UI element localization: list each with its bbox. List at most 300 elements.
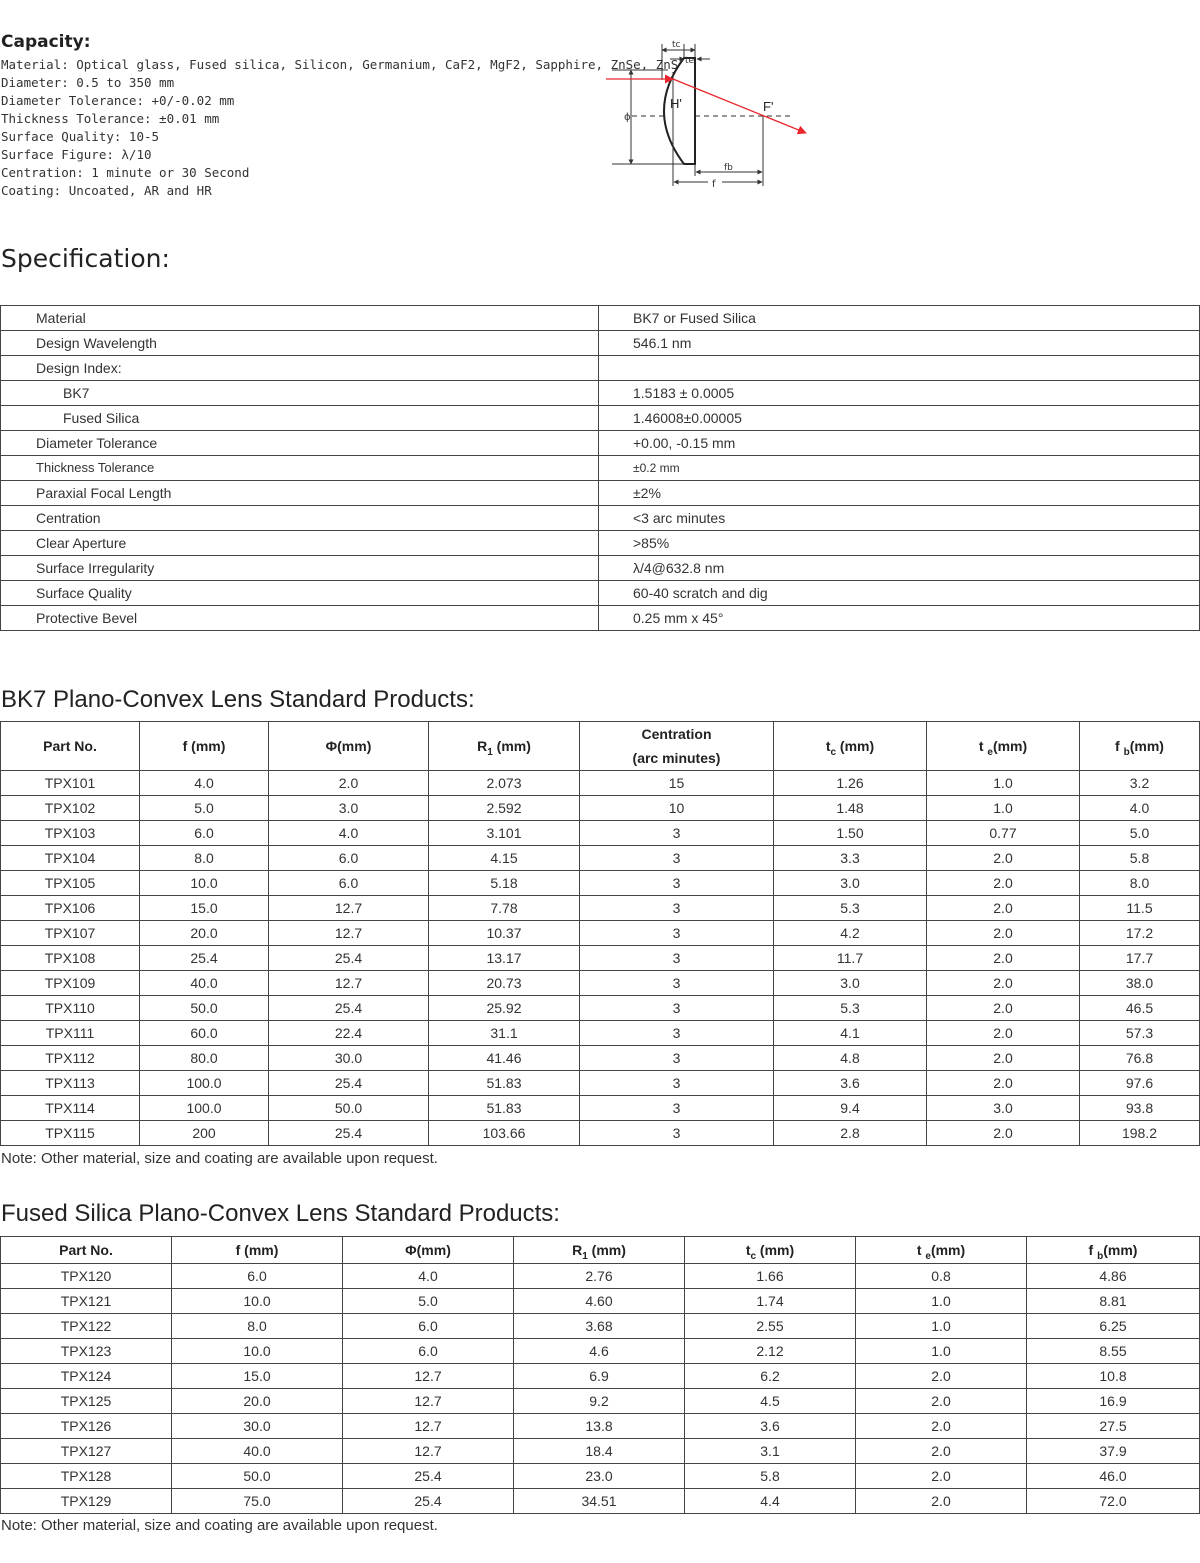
table-cell: 34.51 bbox=[514, 1489, 685, 1514]
table-cell: 22.4 bbox=[269, 1021, 429, 1046]
table-cell: 2.0 bbox=[927, 1021, 1080, 1046]
table-cell: TPX103 bbox=[1, 821, 140, 846]
header-text: t bbox=[745, 1242, 751, 1258]
table-cell: 6.9 bbox=[514, 1364, 685, 1389]
table-row bbox=[1, 796, 1200, 821]
table-cell: 1.0 bbox=[927, 796, 1080, 821]
table-row bbox=[1, 506, 1200, 531]
spec-key: Fused Silica bbox=[1, 406, 599, 431]
capacity-line: Material: Optical glass, Fused silica, Silicon, Germanium, CaF2, MgF2, Sapphire, ZnSe, ZnS bbox=[1, 57, 679, 72]
table-cell: 3 bbox=[580, 1096, 774, 1121]
table-row bbox=[1, 606, 1200, 631]
table-cell: 11.7 bbox=[774, 946, 927, 971]
table-cell: 72.0 bbox=[1027, 1489, 1200, 1514]
table-cell: 5.0 bbox=[343, 1289, 514, 1314]
table-cell: 17.7 bbox=[1080, 946, 1200, 971]
table-row bbox=[1, 531, 1200, 556]
f-label: f bbox=[712, 179, 716, 190]
table-cell: 5.0 bbox=[1080, 821, 1200, 846]
table-row bbox=[1, 481, 1200, 506]
table-row bbox=[1, 846, 1200, 871]
table-cell: 12.7 bbox=[343, 1389, 514, 1414]
table-cell: 5.3 bbox=[774, 896, 927, 921]
header-text: R bbox=[477, 738, 488, 754]
table-cell: 3 bbox=[580, 946, 774, 971]
table-cell: 2.0 bbox=[856, 1489, 1027, 1514]
table-cell: 25.4 bbox=[269, 996, 429, 1021]
header-text: Part No. bbox=[43, 738, 97, 754]
table-cell: 0.77 bbox=[927, 821, 1080, 846]
table-cell: 5.8 bbox=[685, 1464, 856, 1489]
table-cell: TPX109 bbox=[1, 971, 140, 996]
lens-shape bbox=[664, 58, 695, 164]
table-cell: 76.8 bbox=[1080, 1046, 1200, 1071]
table-cell: 57.3 bbox=[1080, 1021, 1200, 1046]
col-header-f bbox=[140, 722, 269, 771]
spec-value bbox=[599, 356, 1200, 381]
col-header-fb bbox=[1027, 1237, 1200, 1264]
table-cell: 4.60 bbox=[514, 1289, 685, 1314]
header-subscript: c bbox=[830, 746, 837, 758]
table-row bbox=[1, 381, 1200, 406]
table-cell: 4.1 bbox=[774, 1021, 927, 1046]
header-text: t bbox=[825, 738, 831, 754]
table-cell: 15.0 bbox=[140, 896, 269, 921]
table-row bbox=[1, 896, 1200, 921]
table-cell: 4.6 bbox=[514, 1339, 685, 1364]
table-cell: 3.0 bbox=[927, 1096, 1080, 1121]
specification-table bbox=[0, 305, 1200, 631]
table-cell: 12.7 bbox=[343, 1414, 514, 1439]
table-row bbox=[1, 871, 1200, 896]
table-cell: 100.0 bbox=[140, 1071, 269, 1096]
table-row bbox=[1, 581, 1200, 606]
table-cell: 4.0 bbox=[269, 821, 429, 846]
table-cell: 2.0 bbox=[927, 1071, 1080, 1096]
table-cell: TPX105 bbox=[1, 871, 140, 896]
spec-value: 0.25 mm x 45° bbox=[599, 606, 1200, 631]
spec-key: Design Wavelength bbox=[1, 331, 599, 356]
table-cell: 2.0 bbox=[927, 996, 1080, 1021]
table-cell: 2.55 bbox=[685, 1314, 856, 1339]
capacity-line: Diameter: 0.5 to 350 mm bbox=[1, 75, 175, 90]
table-cell: 1.50 bbox=[774, 821, 927, 846]
table-cell: 50.0 bbox=[140, 996, 269, 1021]
col-header-f bbox=[172, 1237, 343, 1264]
table-cell: 46.0 bbox=[1027, 1464, 1200, 1489]
capacity-line: Thickness Tolerance: ±0.01 mm bbox=[1, 111, 220, 126]
table-cell: 30.0 bbox=[269, 1046, 429, 1071]
table-cell: 2.0 bbox=[269, 771, 429, 796]
table-row bbox=[1, 456, 1200, 481]
table-cell: 12.7 bbox=[269, 971, 429, 996]
table-cell: 7.78 bbox=[429, 896, 580, 921]
table-cell: 8.0 bbox=[140, 846, 269, 871]
table-row bbox=[1, 771, 1200, 796]
table-cell: 3 bbox=[580, 821, 774, 846]
table-cell: 31.1 bbox=[429, 1021, 580, 1046]
table-cell: TPX112 bbox=[1, 1046, 140, 1071]
table-row bbox=[1, 1021, 1200, 1046]
header-text: t bbox=[978, 738, 988, 754]
header-subscript: b bbox=[1123, 746, 1130, 758]
table-cell: 1.26 bbox=[774, 771, 927, 796]
table-cell: 80.0 bbox=[140, 1046, 269, 1071]
table-cell: 3.6 bbox=[774, 1071, 927, 1096]
table-row bbox=[1, 921, 1200, 946]
spec-value: BK7 or Fused Silica bbox=[599, 306, 1200, 331]
table-cell: 9.2 bbox=[514, 1389, 685, 1414]
table-cell: 16.9 bbox=[1027, 1389, 1200, 1414]
te-label: te bbox=[685, 56, 695, 66]
table-cell: 5.3 bbox=[774, 996, 927, 1021]
table-cell: 51.83 bbox=[429, 1096, 580, 1121]
table-cell: TPX107 bbox=[1, 921, 140, 946]
table-row bbox=[1, 1389, 1200, 1414]
header-text: (mm) bbox=[836, 738, 875, 754]
table-cell: TPX110 bbox=[1, 996, 140, 1021]
table-cell: 75.0 bbox=[172, 1489, 343, 1514]
table-cell: TPX106 bbox=[1, 896, 140, 921]
table-cell: 2.0 bbox=[927, 971, 1080, 996]
table-row bbox=[1, 821, 1200, 846]
table-cell: 15 bbox=[580, 771, 774, 796]
table-cell: 25.92 bbox=[429, 996, 580, 1021]
table-cell: 3.0 bbox=[774, 871, 927, 896]
table-cell: 23.0 bbox=[514, 1464, 685, 1489]
table-cell: 1.48 bbox=[774, 796, 927, 821]
table-cell: 200 bbox=[140, 1121, 269, 1146]
table-header-row bbox=[1, 722, 1200, 771]
table-cell: TPX115 bbox=[1, 1121, 140, 1146]
spec-key: Centration bbox=[1, 506, 599, 531]
table-cell: 25.4 bbox=[343, 1489, 514, 1514]
table-row bbox=[1, 1071, 1200, 1096]
header-text: (mm) bbox=[756, 1242, 795, 1258]
table-cell: TPX123 bbox=[1, 1339, 172, 1364]
table-cell: 4.86 bbox=[1027, 1264, 1200, 1289]
table-row bbox=[1, 556, 1200, 581]
table-cell: 1.0 bbox=[856, 1289, 1027, 1314]
col-header-te bbox=[927, 722, 1080, 771]
table-cell: 37.9 bbox=[1027, 1439, 1200, 1464]
table-row bbox=[1, 306, 1200, 331]
bk7-products-title: BK7 Plano-Convex Lens Standard Products: bbox=[1, 686, 475, 713]
table-cell: 1.0 bbox=[856, 1339, 1027, 1364]
table-cell: TPX111 bbox=[1, 1021, 140, 1046]
spec-value: >85% bbox=[599, 531, 1200, 556]
table-cell: 3 bbox=[580, 846, 774, 871]
table-cell: 5.18 bbox=[429, 871, 580, 896]
table-cell: 13.8 bbox=[514, 1414, 685, 1439]
table-cell: 2.12 bbox=[685, 1339, 856, 1364]
table-cell: TPX108 bbox=[1, 946, 140, 971]
table-cell: 30.0 bbox=[172, 1414, 343, 1439]
table-cell: 8.0 bbox=[172, 1314, 343, 1339]
table-cell: 3.68 bbox=[514, 1314, 685, 1339]
table-cell: 10.0 bbox=[172, 1289, 343, 1314]
spec-value: 1.46008±0.00005 bbox=[599, 406, 1200, 431]
table-cell: 100.0 bbox=[140, 1096, 269, 1121]
header-subscript: 1 bbox=[582, 1250, 588, 1262]
h-label: H' bbox=[670, 96, 682, 111]
table-cell: 17.2 bbox=[1080, 921, 1200, 946]
table-row bbox=[1, 1289, 1200, 1314]
col-header-tc bbox=[685, 1237, 856, 1264]
table-cell: 3 bbox=[580, 1071, 774, 1096]
table-cell: 3.6 bbox=[685, 1414, 856, 1439]
table-cell: 2.0 bbox=[927, 1121, 1080, 1146]
table-cell: 10.0 bbox=[172, 1339, 343, 1364]
col-header-centration bbox=[580, 722, 774, 771]
table-cell: 6.0 bbox=[172, 1264, 343, 1289]
table-cell: 1.0 bbox=[927, 771, 1080, 796]
table-cell: 6.0 bbox=[269, 846, 429, 871]
table-cell: TPX124 bbox=[1, 1364, 172, 1389]
header-text: (mm) bbox=[1103, 1242, 1138, 1258]
header-subscript: 1 bbox=[487, 746, 493, 758]
table-cell: 2.8 bbox=[774, 1121, 927, 1146]
table-cell: 6.0 bbox=[269, 871, 429, 896]
table-row bbox=[1, 1439, 1200, 1464]
bk7-products-table bbox=[0, 721, 1200, 1146]
table-cell: TPX120 bbox=[1, 1264, 172, 1289]
spec-key: Paraxial Focal Length bbox=[1, 481, 599, 506]
table-cell: 2.0 bbox=[856, 1464, 1027, 1489]
table-cell: 40.0 bbox=[140, 971, 269, 996]
spec-key: Design Index: bbox=[1, 356, 599, 381]
table-row bbox=[1, 946, 1200, 971]
header-subscript: e bbox=[987, 746, 993, 758]
table-cell: 2.76 bbox=[514, 1264, 685, 1289]
table-row bbox=[1, 1489, 1200, 1514]
table-cell: 1.74 bbox=[685, 1289, 856, 1314]
table-cell: 2.0 bbox=[927, 921, 1080, 946]
header-text: Centration bbox=[641, 726, 712, 742]
table-cell: 4.0 bbox=[343, 1264, 514, 1289]
table-cell: 3.2 bbox=[1080, 771, 1200, 796]
table-cell: 15.0 bbox=[172, 1364, 343, 1389]
table-cell: TPX104 bbox=[1, 846, 140, 871]
table-cell: 4.4 bbox=[685, 1489, 856, 1514]
table-cell: 6.0 bbox=[343, 1339, 514, 1364]
table-cell: 2.0 bbox=[927, 946, 1080, 971]
table-cell: TPX127 bbox=[1, 1439, 172, 1464]
col-header-part bbox=[1, 1237, 172, 1264]
fb-label: fb bbox=[724, 163, 733, 173]
table-cell: 12.7 bbox=[343, 1439, 514, 1464]
table-cell: 46.5 bbox=[1080, 996, 1200, 1021]
table-cell: TPX122 bbox=[1, 1314, 172, 1339]
table-cell: 3 bbox=[580, 1021, 774, 1046]
table-cell: 50.0 bbox=[172, 1464, 343, 1489]
specification-title: Specification: bbox=[1, 244, 170, 273]
header-text: (mm) bbox=[587, 1242, 626, 1258]
table-cell: 3 bbox=[580, 1121, 774, 1146]
table-cell: TPX114 bbox=[1, 1096, 140, 1121]
col-header-tc bbox=[774, 722, 927, 771]
lens-diagram bbox=[600, 36, 815, 192]
table-cell: 27.5 bbox=[1027, 1414, 1200, 1439]
col-header-fb bbox=[1080, 722, 1200, 771]
table-cell: 2.592 bbox=[429, 796, 580, 821]
table-row bbox=[1, 1096, 1200, 1121]
spec-value: λ/4@632.8 nm bbox=[599, 556, 1200, 581]
table-cell: 2.0 bbox=[856, 1364, 1027, 1389]
table-cell: TPX128 bbox=[1, 1464, 172, 1489]
table-cell: 2.0 bbox=[927, 896, 1080, 921]
header-text: t bbox=[916, 1242, 926, 1258]
table-cell: 93.8 bbox=[1080, 1096, 1200, 1121]
spec-value: 1.5183 ± 0.0005 bbox=[599, 381, 1200, 406]
table-cell: 8.81 bbox=[1027, 1289, 1200, 1314]
col-header-phi bbox=[343, 1237, 514, 1264]
table-row bbox=[1, 356, 1200, 381]
col-header-r1 bbox=[429, 722, 580, 771]
col-header-phi bbox=[269, 722, 429, 771]
table-header-row bbox=[1, 1237, 1200, 1264]
col-header-te bbox=[856, 1237, 1027, 1264]
table-cell: 20.0 bbox=[140, 921, 269, 946]
capacity-line: Surface Quality: 10-5 bbox=[1, 129, 160, 144]
table-row bbox=[1, 1364, 1200, 1389]
capacity-line: Centration: 1 minute or 30 Second bbox=[1, 165, 250, 180]
spec-key: BK7 bbox=[1, 381, 599, 406]
spec-value: ±0.2 mm bbox=[599, 456, 1200, 481]
table-cell: 2.0 bbox=[927, 846, 1080, 871]
header-text: (arc minutes) bbox=[632, 750, 721, 766]
phi-label: ϕ bbox=[624, 112, 631, 123]
header-text: (mm) bbox=[992, 738, 1028, 754]
col-header-r1 bbox=[514, 1237, 685, 1264]
spec-key: Surface Irregularity bbox=[1, 556, 599, 581]
table-cell: 97.6 bbox=[1080, 1071, 1200, 1096]
header-text: f (mm) bbox=[182, 738, 226, 754]
table-cell: 10.0 bbox=[140, 871, 269, 896]
table-cell: 3.3 bbox=[774, 846, 927, 871]
table-cell: 3.0 bbox=[774, 971, 927, 996]
table-cell: 12.7 bbox=[269, 896, 429, 921]
table-cell: 3 bbox=[580, 1046, 774, 1071]
table-cell: 12.7 bbox=[343, 1364, 514, 1389]
table-cell: 2.073 bbox=[429, 771, 580, 796]
spec-value: <3 arc minutes bbox=[599, 506, 1200, 531]
table-cell: 38.0 bbox=[1080, 971, 1200, 996]
table-cell: 6.2 bbox=[685, 1364, 856, 1389]
header-text: f (mm) bbox=[235, 1242, 279, 1258]
table-cell: 6.0 bbox=[140, 821, 269, 846]
table-cell: 3.101 bbox=[429, 821, 580, 846]
table-cell: 3 bbox=[580, 896, 774, 921]
spec-value: 546.1 nm bbox=[599, 331, 1200, 356]
header-text: f bbox=[1115, 738, 1124, 754]
capacity-line: Diameter Tolerance: +0/-0.02 mm bbox=[1, 93, 235, 108]
spec-key: Thickness Tolerance bbox=[1, 456, 599, 481]
table-cell: 4.2 bbox=[774, 921, 927, 946]
table-cell: 10.8 bbox=[1027, 1364, 1200, 1389]
header-text: Φ(mm) bbox=[325, 738, 372, 754]
table-cell: 2.0 bbox=[856, 1389, 1027, 1414]
table-cell: 2.0 bbox=[856, 1414, 1027, 1439]
table-cell: 6.0 bbox=[343, 1314, 514, 1339]
bk7-table-body bbox=[1, 771, 1200, 1146]
table-cell: 20.0 bbox=[172, 1389, 343, 1414]
spec-key: Protective Bevel bbox=[1, 606, 599, 631]
table-cell: 25.4 bbox=[269, 1071, 429, 1096]
fused-silica-products-title: Fused Silica Plano-Convex Lens Standard Products: bbox=[1, 1200, 560, 1227]
table-cell: TPX129 bbox=[1, 1489, 172, 1514]
capacity-title: Capacity: bbox=[1, 32, 91, 52]
table-cell: TPX125 bbox=[1, 1389, 172, 1414]
table-cell: 4.0 bbox=[140, 771, 269, 796]
table-cell: 4.8 bbox=[774, 1046, 927, 1071]
table-cell: 25.4 bbox=[343, 1464, 514, 1489]
table-row bbox=[1, 1464, 1200, 1489]
table-cell: 25.4 bbox=[269, 946, 429, 971]
table-cell: TPX101 bbox=[1, 771, 140, 796]
table-cell: TPX113 bbox=[1, 1071, 140, 1096]
table-cell: 3 bbox=[580, 996, 774, 1021]
table-cell: 3.0 bbox=[269, 796, 429, 821]
table-cell: 8.55 bbox=[1027, 1339, 1200, 1364]
capacity-line: Coating: Uncoated, AR and HR bbox=[1, 183, 212, 198]
table-cell: 0.8 bbox=[856, 1264, 1027, 1289]
table-row bbox=[1, 1264, 1200, 1289]
table-row bbox=[1, 971, 1200, 996]
table-cell: 5.8 bbox=[1080, 846, 1200, 871]
header-text: R bbox=[572, 1242, 583, 1258]
spec-value: 60-40 scratch and dig bbox=[599, 581, 1200, 606]
fused-silica-table-body bbox=[1, 1264, 1200, 1514]
table-cell: 2.0 bbox=[927, 1046, 1080, 1071]
header-text: Part No. bbox=[59, 1242, 113, 1258]
fused-silica-note: Note: Other material, size and coating are available upon request. bbox=[1, 1517, 438, 1534]
table-cell: 51.83 bbox=[429, 1071, 580, 1096]
table-cell: 13.17 bbox=[429, 946, 580, 971]
table-cell: TPX121 bbox=[1, 1289, 172, 1314]
table-cell: 40.0 bbox=[172, 1439, 343, 1464]
table-cell: 9.4 bbox=[774, 1096, 927, 1121]
header-text: (mm) bbox=[1129, 738, 1164, 754]
spec-key: Material bbox=[1, 306, 599, 331]
table-row bbox=[1, 1046, 1200, 1071]
table-cell: 4.15 bbox=[429, 846, 580, 871]
spec-value: ±2% bbox=[599, 481, 1200, 506]
table-cell: 12.7 bbox=[269, 921, 429, 946]
table-cell: 4.0 bbox=[1080, 796, 1200, 821]
header-text: (mm) bbox=[492, 738, 531, 754]
spec-value: +0.00, -0.15 mm bbox=[599, 431, 1200, 456]
table-cell: 5.0 bbox=[140, 796, 269, 821]
header-text: (mm) bbox=[930, 1242, 966, 1258]
spec-key: Clear Aperture bbox=[1, 531, 599, 556]
col-header-part bbox=[1, 722, 140, 771]
table-cell: 103.66 bbox=[429, 1121, 580, 1146]
spec-key: Diameter Tolerance bbox=[1, 431, 599, 456]
table-row bbox=[1, 996, 1200, 1021]
table-cell: 10 bbox=[580, 796, 774, 821]
table-cell: 25.4 bbox=[269, 1121, 429, 1146]
table-cell: 11.5 bbox=[1080, 896, 1200, 921]
table-cell: TPX102 bbox=[1, 796, 140, 821]
header-subscript: b bbox=[1097, 1250, 1104, 1262]
table-cell: 4.5 bbox=[685, 1389, 856, 1414]
table-cell: TPX126 bbox=[1, 1414, 172, 1439]
table-row bbox=[1, 1414, 1200, 1439]
table-cell: 1.0 bbox=[856, 1314, 1027, 1339]
table-cell: 20.73 bbox=[429, 971, 580, 996]
table-cell: 6.25 bbox=[1027, 1314, 1200, 1339]
